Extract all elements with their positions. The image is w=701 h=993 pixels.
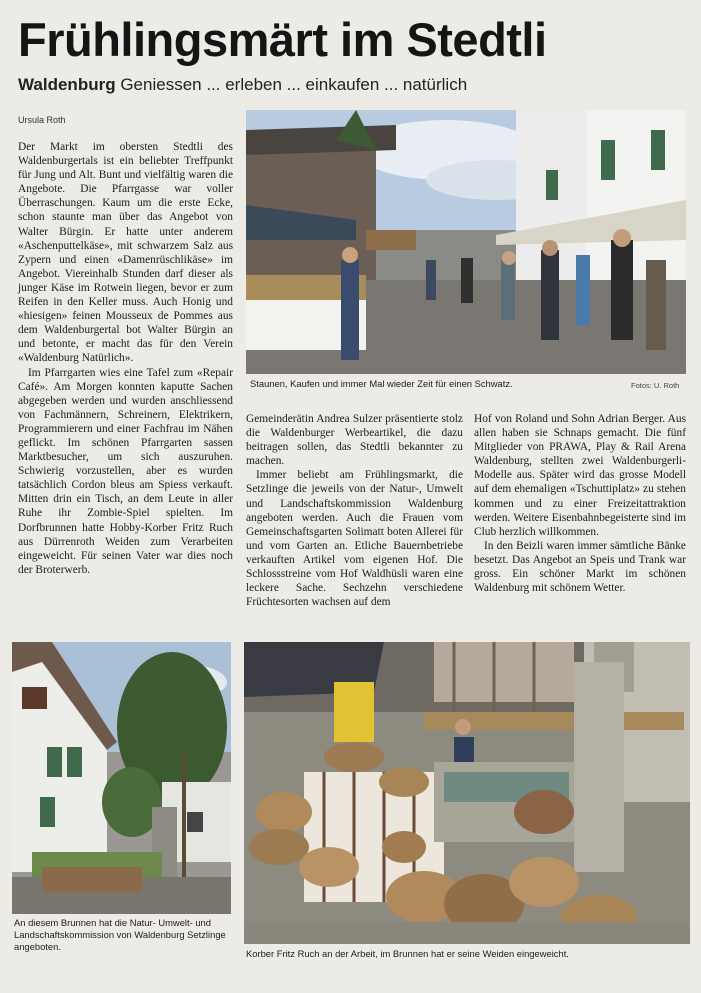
paragraph: Der Markt im obersten Stedtli des Waldenburgertals ist ein beliebter Treffpunkt für Jung und Alt. Bunt und vielfältig waren die Angebote. Die Pfarrgasse war voller Überraschungen. Kaum um die erste Ecke, schon staunte man über das Angebot von Walter Bürgin. Er hatte unter anderem «Aschenputtelkäse», mit schwarzem Salz aus Zypern und einen «Damenrüschlikäse» im Angebot. Viereinhalb Stunden darf dieser als junger Käse im Rotwein liegen, bevor er zum Reifen in den Keller muss. Auch Honig und «hiesigen» feinen Mousseux de Pommes aus dem Waldenburgertal bot Walter Bürgin an und betonte, er macht das für den Verein «Waldenburg Natürlich». [18,141,233,365]
paragraph: Im Pfarrgarten wies eine Tafel zum «Repair Café». Am Morgen konnten kaputte Sachen abgegeben werden und wurden anschliessend von Fachmännern, Schreinern, Elektrikern, Programmierern und einer Fachfrau im Nähen geflickt. Im schönen Pfarrgarten sassen Marktbesucher, um sich auszuruhen. Schwierig vorzustellen, aber es wurden tatsächlich Cordon bleus am Spiess verkauft. Mitten drin ein Tisch, an dem Leute in aller Ruhe ihr Zombie-Spiel spielten. Im Dorfbrunnen hatte Hobby-Korber Fritz Ruch aus Dürrenroth Weiden zum Verarbeiten eingeweicht. Für seinen Vater war dies noch der Broterwerb. [18,366,233,576]
paragraph: In den Beizli waren immer sämtliche Bänke besetzt. Das Angebot an Speis und Trank war gross. Ein schöner Markt im schönen Waldenburg mit schönem Wetter. [474,539,686,595]
text-column-3 [474,412,686,595]
market-street-photo [246,110,686,374]
main-photo-caption: Staunen, Kaufen und immer Mal wieder Zeit für einen Schwatz. [250,378,513,389]
paragraph: Immer beliebt am Frühlingsmarkt, die Setzlinge die jeweils von der Natur-, Umwelt und Landschaftskommission Waldenburg angeboten werden. Auch die Frauen vom Gemeinschaftsgarten Solimatt boten Allerei für und vom Garten an. Etliche Bauernbetriebe verkauften Artikel vom eigenen Hof. Die Schlossstreine vom Hof Waldhüsli waren eine leckere Sache. Sechzehn verschiedene Früchtesorten wachsen auf dem [246,469,463,609]
subheadline [18,75,467,95]
fountain-photo-caption: An diesem Brunnen hat die Natur- Umwelt- und Landschaftskommission von Waldenburg Setzlinge angeboten. [14,917,226,952]
baskets-photo [244,642,690,944]
paragraph: Gemeinderätin Andrea Sulzer präsentierte stolz die Waldenburger Werbeartikel, die dazu beitragen sollen, das Stedtli bekannter zu machen. [246,413,463,468]
subtitle: Geniessen ... erleben ... einkaufen ... natürlich [120,75,468,94]
author-byline: Ursula Roth [18,115,66,125]
text-column-1 [18,140,233,577]
place-name: Waldenburg [18,75,116,94]
headline: Frühlingsmärt im Stedtli [18,13,547,66]
text-column-2 [246,412,463,609]
baskets-photo-caption: Korber Fritz Ruch an der Arbeit, im Brunnen hat er seine Weiden eingeweicht. [246,948,569,959]
paragraph: Hof von Roland und Sohn Adrian Berger. Aus allen haben sie Schnaps gemacht. Die fünf Mitglieder von PRAWA, Play & Rail Arena Waldenburg, stellten zwei Waldenburgerli-Modelle aus. Später wird das grosse Modell auf dem ehemaligen «Tschuttiplatz» zu stehen kommen und zu einer Freizeitattraktion werden. Weitere Eisenbahnbegeisterte sind im Club herzlich willkommen. [474,413,686,538]
photo-credit: Fotos: U. Roth [631,381,680,390]
fountain-photo [12,642,231,914]
